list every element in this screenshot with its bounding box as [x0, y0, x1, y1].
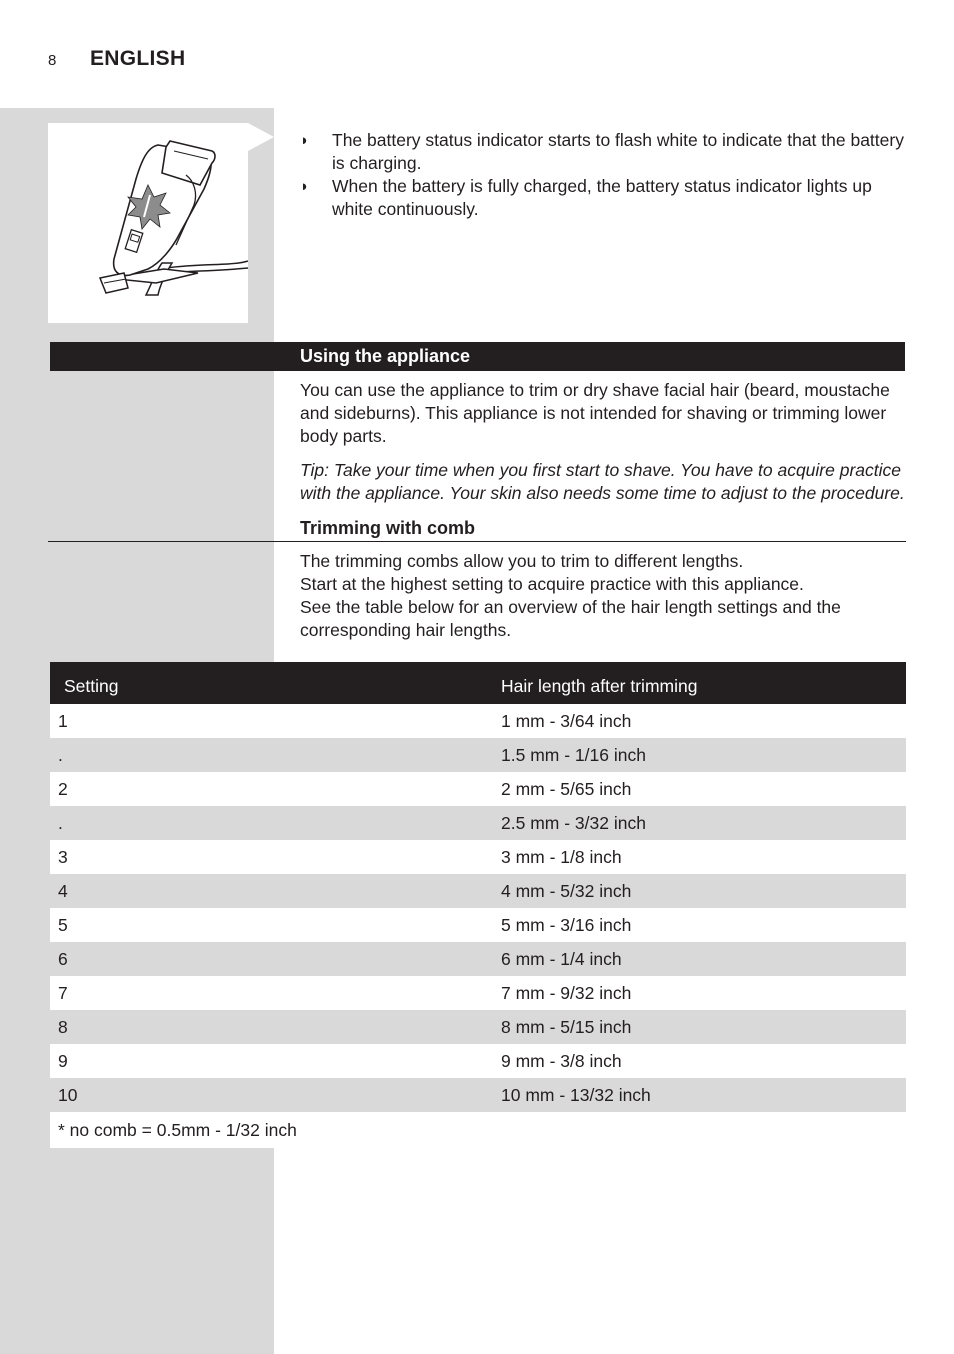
column-header: Hair length after trimming	[501, 675, 698, 696]
setting-cell: 5	[58, 914, 68, 935]
table-row	[50, 704, 906, 738]
page-language-heading: ENGLISH	[90, 47, 186, 70]
table-footnote: * no comb = 0.5mm - 1/32 inch	[50, 1112, 906, 1148]
length-cell: 7 mm - 9/32 inch	[501, 982, 632, 1003]
table-row	[50, 772, 906, 806]
section-intro: You can use the appliance to trim or dry shave facial hair (beard, moustache and sideburns). This appliance is not intended for shaving or trimming lower body parts.	[300, 380, 890, 446]
page-number: 8	[48, 52, 57, 69]
subsection-title: Trimming with comb	[300, 518, 476, 538]
subsection-body	[300, 550, 906, 642]
length-cell: 5 mm - 3/16 inch	[501, 914, 632, 935]
figure-charging-illustration	[48, 123, 248, 323]
bullet-text: When the battery is fully charged, the battery status indicator lights up white continuously.	[332, 176, 872, 219]
setting-cell: 9	[58, 1050, 68, 1071]
setting-cell: 10	[58, 1084, 78, 1105]
table-row	[50, 942, 906, 976]
table-row	[50, 908, 906, 942]
table-row	[50, 738, 906, 772]
setting-cell: 4	[58, 880, 68, 901]
setting-cell: 1	[58, 710, 68, 731]
subsection-line: Start at the highest setting to acquire practice with this appliance.	[300, 574, 804, 594]
table-row	[50, 1078, 906, 1112]
section-title: Using the appliance	[300, 346, 471, 366]
triangle-bullet-icon: ◗	[300, 178, 310, 195]
column-header: Setting	[64, 675, 119, 696]
length-cell: 1 mm - 3/64 inch	[501, 710, 632, 731]
trimmer-charging-icon	[48, 123, 248, 323]
length-cell: 3 mm - 1/8 inch	[501, 846, 622, 867]
table-header-row	[50, 662, 906, 704]
length-cell: 10 mm - 13/32 inch	[501, 1084, 651, 1105]
subsection-line: The trimming combs allow you to trim to different lengths.	[300, 551, 744, 571]
length-cell: 2 mm - 5/65 inch	[501, 778, 632, 799]
setting-cell: 3	[58, 846, 68, 867]
setting-cell: 7	[58, 982, 68, 1003]
setting-cell: 6	[58, 948, 68, 969]
setting-cell: 2	[58, 778, 68, 799]
table-row	[50, 874, 906, 908]
bullet-text: The battery status indicator starts to flash white to indicate that the battery is charging.	[332, 130, 904, 173]
table-row	[50, 840, 906, 874]
table-row	[50, 1044, 906, 1078]
length-cell: 9 mm - 3/8 inch	[501, 1050, 622, 1071]
setting-cell: .	[58, 812, 63, 833]
table-row	[50, 1010, 906, 1044]
length-cell: 1.5 mm - 1/16 inch	[501, 744, 646, 765]
setting-cell: 8	[58, 1016, 68, 1037]
triangle-bullet-icon: ◗	[300, 132, 310, 149]
hair-length-table	[50, 662, 906, 1148]
table-row	[50, 976, 906, 1010]
battery-status-list	[300, 129, 906, 221]
length-cell: 8 mm - 5/15 inch	[501, 1016, 632, 1037]
table-row	[50, 806, 906, 840]
section-tip: Tip: Take your time when you first start to shave. You have to acquire practice with the appliance. Your skin also needs some time to adjust to the procedure.	[300, 460, 905, 503]
length-cell: 4 mm - 5/32 inch	[501, 880, 632, 901]
setting-cell: .	[58, 744, 63, 765]
figure-pointer	[248, 123, 274, 151]
list-item	[300, 175, 906, 221]
list-item	[300, 129, 906, 175]
length-cell: 6 mm - 1/4 inch	[501, 948, 622, 969]
length-cell: 2.5 mm - 3/32 inch	[501, 812, 646, 833]
subsection-divider	[48, 541, 906, 542]
subsection-line: See the table below for an overview of the hair length settings and the corresponding hair lengths.	[300, 597, 841, 640]
section-header-bar	[50, 342, 905, 371]
